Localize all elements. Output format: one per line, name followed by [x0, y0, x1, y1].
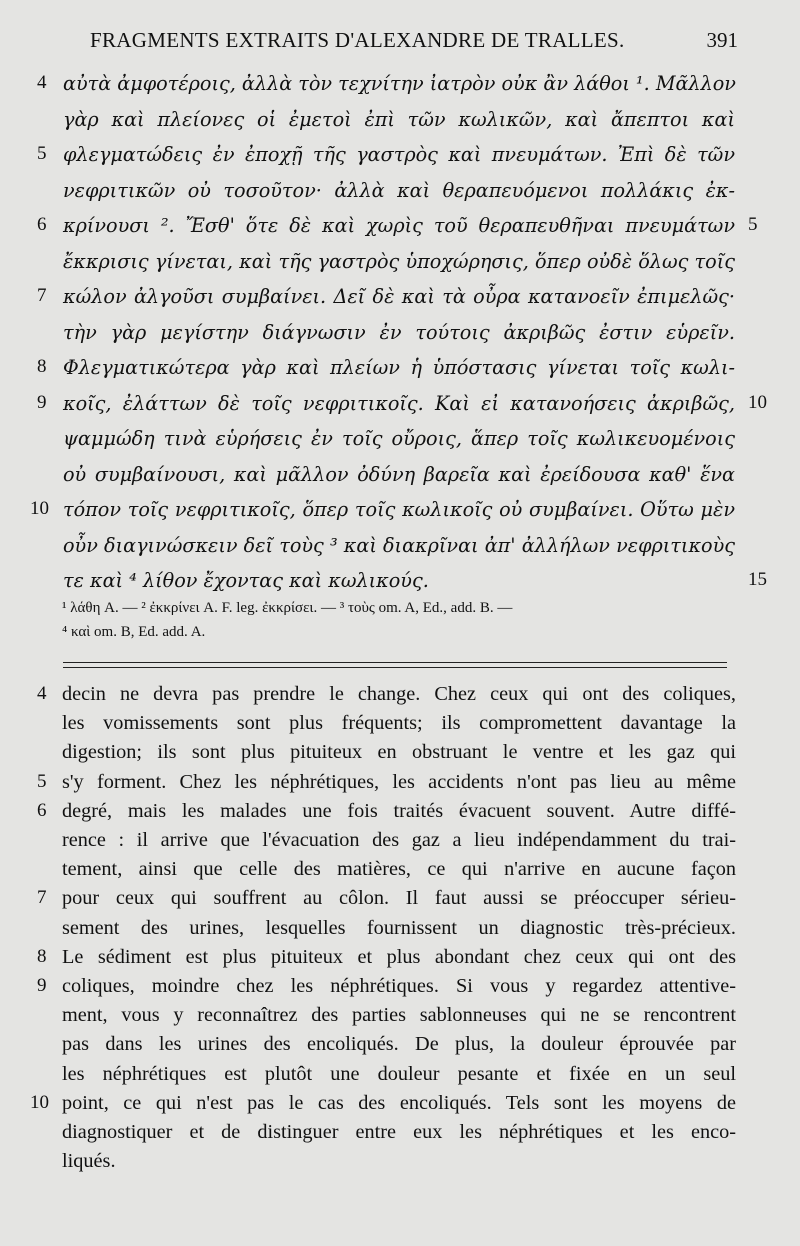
running-header: [60, 28, 738, 58]
line-number-left: 10: [30, 1091, 49, 1113]
footnote-line: ¹ λάθη A. — ² ἐκκρίνει A. F. leg. ἐκκρίσει. — ³ τοὺς om. A, Ed., add. B. —: [62, 600, 513, 616]
french-line-text: ment, vous y reconnaîtrez des parties sablonneuses qui ne se rencontrent: [62, 1004, 736, 1027]
greek-line: [0, 250, 800, 286]
french-line-text: s'y forment. Chez les néphrétiques, les accidents n'ont pas lieu au même: [62, 770, 736, 793]
french-line-text: tement, ainsi que celle des matières, ce qui n'arrive en aucune façon: [62, 858, 736, 881]
french-line-text: Le sédiment est plus pituiteux et plus abondant chez ceux qui ont des: [62, 945, 736, 968]
greek-line-text: οὖν διαγινώσκειν δεῖ τοὺς ³ καὶ διακρῖναι ἀπ' ἀλλήλων νεφριτικοὺς: [63, 533, 735, 557]
greek-line-text: τὴν γὰρ μεγίστην διάγνωσιν ἐν τούτοις ἀκριβῶς ἐστιν εὑρεῖν.: [63, 320, 735, 344]
running-title: FRAGMENTS EXTRAITS D'ALEXANDRE DE TRALLES.: [90, 28, 625, 52]
line-number-right: 10: [748, 391, 767, 413]
line-number-right: 5: [748, 214, 758, 235]
greek-line: [0, 72, 800, 108]
line-number-right: 15: [748, 569, 767, 590]
greek-line-text: γὰρ καὶ πλείονες οἱ ἐμετοὶ ἐπὶ τῶν κωλικῶν, καὶ ἄπεπτοι καὶ: [63, 107, 735, 131]
line-number-left: 7: [37, 887, 47, 909]
greek-line-text: οὐ συμβαίνουσι, καὶ μᾶλλον ὀδύνη βαρεῖα καὶ ἐρείδουσα καθ' ἕνα: [63, 462, 735, 486]
french-line-text: digestion; ils sont plus pituiteux en obstruant le ventre et les gaz qui: [62, 741, 736, 764]
greek-line: [0, 534, 800, 570]
french-line-text: rence : il arrive que l'évacuation des gaz a lieu indépendamment du trai-: [62, 829, 736, 851]
line-number-left: 6: [37, 799, 47, 821]
greek-line: [0, 392, 800, 428]
french-line-text: point, ce qui n'est pas le cas des encoliqués. Tels sont les moyens de: [62, 1091, 736, 1114]
greek-line-text: κρίνουσι ². Ἔσθ' ὅτε δὲ καὶ χωρὶς τοῦ θεραπευθῆναι πνευμάτων: [63, 214, 735, 237]
footnote-line: ⁴ καὶ om. B, Ed. add. A.: [62, 624, 206, 640]
greek-line-text: ψαμμώδη τινὰ εὑρήσεις ἐν τοῖς οὔροις, ἅπερ τοῖς κωλικευομένοις: [63, 427, 735, 450]
line-number-left: 4: [37, 683, 47, 704]
greek-line: [0, 356, 800, 392]
greek-line-text: ἔκκρισις γίνεται, καὶ τῆς γαστρὸς ὑποχώρησις, ὅπερ οὐδὲ ὅλως τοῖς: [63, 249, 735, 273]
line-number-left: 8: [37, 945, 47, 967]
line-number-left: 8: [37, 356, 47, 377]
line-number-left: 7: [37, 285, 47, 306]
greek-line: [0, 321, 800, 357]
line-number-left: 10: [30, 498, 49, 519]
french-line-text: degré, mais les malades une fois traités évacuent souvent. Autre diffé-: [62, 799, 736, 822]
greek-line: [0, 285, 800, 321]
greek-line-text: φλεγματώδεις ἐν ἐποχῇ τῆς γαστρὸς καὶ πνευμάτων. Ἐπὶ δὲ τῶν: [63, 143, 735, 166]
greek-line-text: κώλον ἀλγοῦσι συμβαίνει. Δεῖ δὲ καὶ τὰ οὖρα κατανοεῖν ἐπιμελῶς·: [63, 285, 735, 308]
line-number-left: 5: [37, 143, 47, 164]
french-line-text: sement des urines, lesquelles fournissent un diagnostic très-précieux.: [62, 916, 736, 939]
greek-line-text: τόπον τοῖς νεφριτικοῖς, ὅπερ τοῖς κωλικοῖς οὐ συμβαίνει. Οὕτω μὲν: [63, 498, 735, 521]
line-number-left: 9: [37, 975, 47, 996]
page-number: 391: [706, 28, 738, 52]
french-line-text: liqués.: [62, 1150, 116, 1173]
greek-line: [0, 427, 800, 463]
greek-line-text: τε καὶ ⁴ λίθον ἔχοντας καὶ κωλικούς.: [63, 569, 429, 592]
greek-line: [0, 463, 800, 499]
greek-line-text: αὐτὰ ἀμφοτέροις, ἀλλὰ τὸν τεχνίτην ἰατρὸν οὐκ ἂν λάθοι ¹. Μᾶλλον: [63, 72, 736, 95]
french-line-text: pas dans les urines des encoliqués. De plus, la douleur éprouvée par: [62, 1033, 736, 1056]
line-number-left: 5: [37, 770, 47, 792]
greek-line: [0, 108, 800, 144]
french-line-text: coliques, moindre chez les néphrétiques. Si vous y regardez attentive-: [62, 975, 736, 997]
greek-line: [0, 143, 800, 179]
line-number-left: 9: [37, 391, 47, 413]
french-line: [0, 1150, 800, 1186]
greek-line-text: νεφριτικῶν οὐ τοσοῦτον· ἀλλὰ καὶ θεραπευόμενοι πολλάκις ἐκ-: [63, 178, 735, 202]
footnotes: [62, 596, 742, 644]
greek-line: [0, 498, 800, 534]
greek-line: [0, 214, 800, 250]
double-rule-bottom: [63, 667, 727, 668]
greek-line: [0, 179, 800, 215]
french-line-text: diagnostiquer et de distinguer entre eux les néphrétiques et les enco-: [62, 1121, 736, 1143]
french-line-text: decin ne devra pas prendre le change. Chez ceux qui ont des coliques,: [62, 683, 736, 705]
greek-line-text: Φλεγματικώτερα γὰρ καὶ πλείων ἡ ὑπόστασις γίνεται τοῖς κωλι-: [63, 356, 735, 379]
french-line-text: les néphrétiques est plutôt une douleur pesante et fixée en un seul: [62, 1062, 736, 1085]
french-line-text: pour ceux qui souffrent au côlon. Il faut aussi se préoccuper sérieu-: [62, 887, 736, 910]
french-line-text: les vomissements sont plus fréquents; ils compromettent davantage la: [62, 712, 736, 735]
line-number-left: 4: [37, 72, 47, 93]
double-rule-top: [63, 662, 727, 663]
greek-line-text: κοῖς, ἐλάττων δὲ τοῖς νεφριτικοῖς. Καὶ εἰ κατανοήσεις ἀκριβῶς,: [63, 391, 735, 415]
line-number-left: 6: [37, 214, 47, 235]
